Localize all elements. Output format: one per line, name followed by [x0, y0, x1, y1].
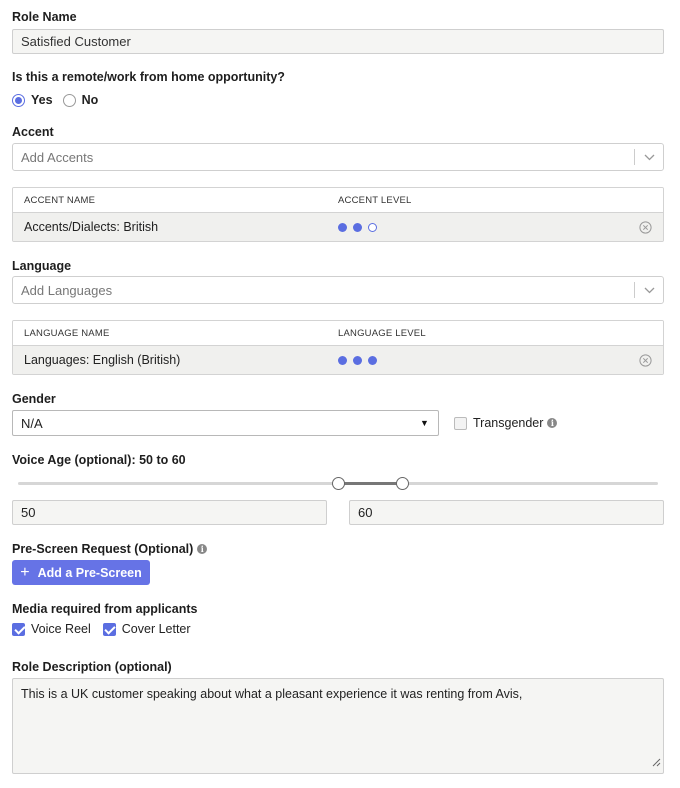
voice-age-min-input[interactable]: 50	[12, 500, 327, 525]
language-select-placeholder: Add Languages	[21, 282, 113, 298]
language-table-header	[13, 321, 663, 346]
voice-age-max-handle[interactable]	[396, 477, 409, 490]
voice-reel-checkbox[interactable]	[12, 623, 25, 636]
accent-select-placeholder: Add Accents	[21, 149, 94, 165]
voice-reel-label[interactable]: Voice Reel	[31, 622, 91, 636]
remote-question-label: Is this a remote/work from home opportunity?	[12, 70, 285, 84]
transgender-checkbox[interactable]	[454, 417, 467, 430]
info-icon[interactable]: i	[547, 418, 557, 428]
prescreen-label: Pre-Screen Request (Optional)	[12, 542, 194, 556]
voice-age-min-handle[interactable]	[332, 477, 345, 490]
level-dot-empty[interactable]	[368, 223, 377, 232]
chevron-down-icon[interactable]	[635, 287, 663, 294]
level-dot-filled[interactable]	[368, 356, 377, 365]
language-table	[12, 320, 664, 375]
language-name-header: LANGUAGE NAME	[24, 327, 110, 339]
remote-no-radio[interactable]	[63, 94, 76, 107]
language-level-indicator[interactable]	[338, 356, 633, 365]
remote-yes-radio[interactable]	[12, 94, 25, 107]
add-prescreen-label: Add a Pre-Screen	[37, 565, 142, 580]
remove-accent-icon[interactable]	[633, 221, 657, 234]
level-dot-filled[interactable]	[353, 223, 362, 232]
add-prescreen-button[interactable]	[12, 560, 150, 585]
cover-letter-checkbox[interactable]	[103, 623, 116, 636]
description-text: This is a UK customer speaking about what a pleasant experience it was renting from Avis,	[21, 687, 523, 701]
remote-yes-label[interactable]: Yes	[31, 93, 53, 107]
language-level-header: LANGUAGE LEVEL	[338, 327, 426, 339]
resize-grip-icon[interactable]	[652, 755, 661, 771]
accent-level-header: ACCENT LEVEL	[338, 194, 412, 206]
media-label: Media required from applicants	[12, 602, 198, 616]
language-label: Language	[12, 259, 72, 273]
accent-select[interactable]	[12, 143, 664, 171]
plus-icon: +	[20, 563, 30, 581]
accent-name-header: ACCENT NAME	[24, 194, 96, 206]
accent-label: Accent	[12, 125, 54, 139]
voice-reel-option	[12, 622, 191, 636]
transgender-option	[454, 416, 557, 430]
level-dot-filled[interactable]	[338, 223, 347, 232]
voice-age-max-input[interactable]: 60	[349, 500, 664, 525]
cover-letter-label[interactable]: Cover Letter	[121, 622, 191, 636]
description-textarea[interactable]	[12, 678, 664, 774]
gender-select-value: N/A	[21, 415, 43, 431]
caret-down-icon[interactable]: ▼	[420, 418, 429, 428]
accent-table-header	[13, 188, 663, 213]
language-select[interactable]	[12, 276, 664, 304]
accent-table	[12, 187, 664, 242]
chevron-down-icon[interactable]	[635, 154, 663, 161]
accent-name-cell: Accents/Dialects: British	[24, 220, 159, 234]
voice-age-label: Voice Age (optional): 50 to 60	[12, 453, 186, 467]
voice-age-slider-range	[338, 482, 402, 485]
gender-select[interactable]	[12, 410, 439, 436]
description-label: Role Description (optional)	[12, 660, 172, 674]
gender-label: Gender	[12, 392, 56, 406]
language-table-row	[13, 346, 663, 374]
role-name-label: Role Name	[12, 10, 77, 24]
accent-table-row	[13, 213, 663, 241]
remote-radio-group	[12, 92, 108, 108]
remove-language-icon[interactable]	[633, 354, 657, 367]
level-dot-filled[interactable]	[338, 356, 347, 365]
language-name-cell: Languages: English (British)	[24, 353, 181, 367]
role-name-input[interactable]: Satisfied Customer	[12, 29, 664, 54]
info-icon[interactable]: i	[197, 544, 207, 554]
accent-level-indicator[interactable]	[338, 223, 633, 232]
prescreen-label-row	[12, 542, 207, 556]
transgender-label[interactable]: Transgender	[473, 416, 544, 430]
remote-no-label[interactable]: No	[81, 93, 99, 107]
level-dot-filled[interactable]	[353, 356, 362, 365]
